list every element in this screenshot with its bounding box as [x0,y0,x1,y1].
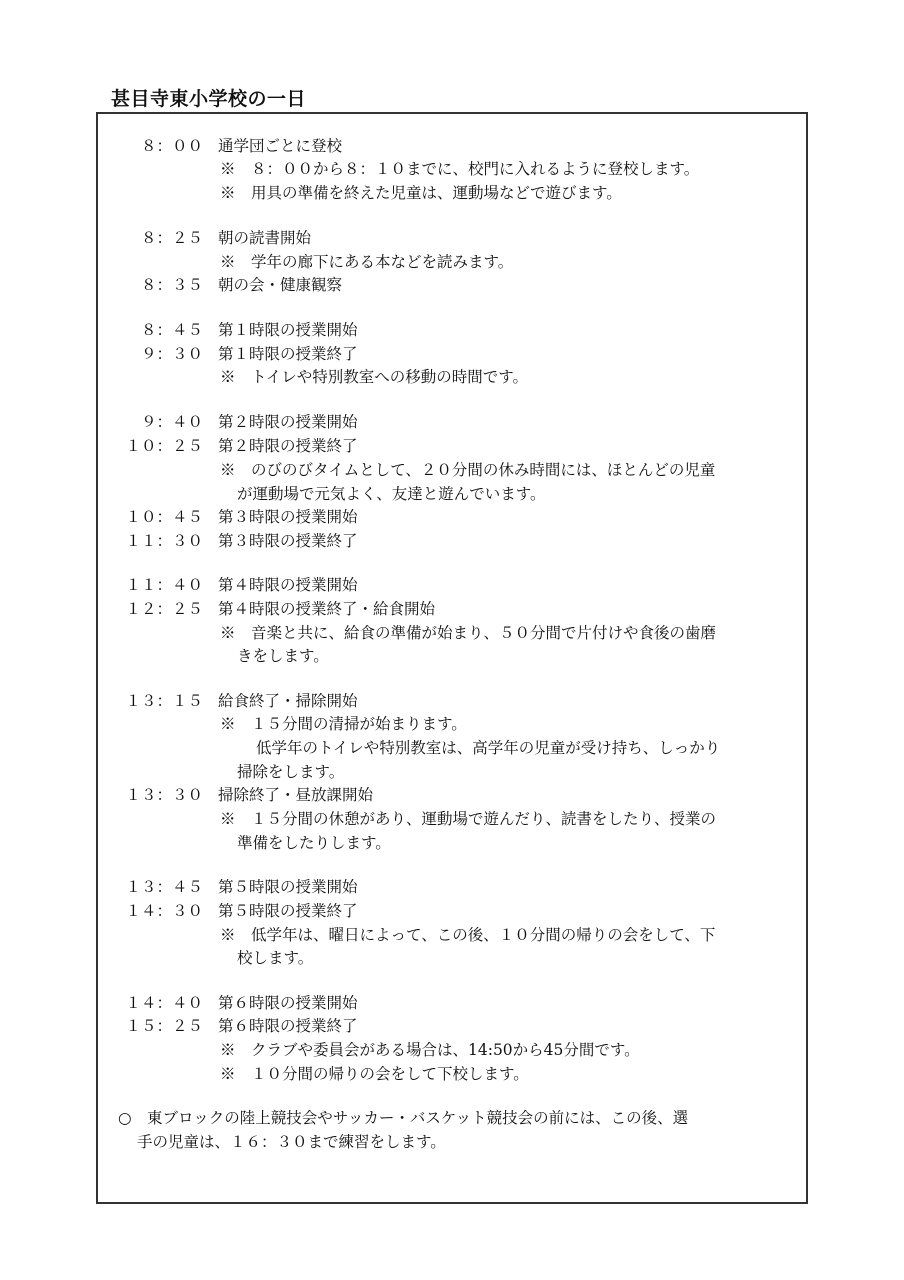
note-line: ※ クラブや委員会がある場合は、14:50から45分間です。 [220,1041,640,1059]
time-label: １０：４５ [125,508,203,526]
note-line: きをします。 [237,647,329,665]
event-label: 第２時限の授業終了 [218,437,358,455]
event-label: 第４時限の授業開始 [218,576,358,594]
time-label: １２：２５ [125,600,203,618]
footer-note-line: 手の児童は、１６：３０まで練習をします。 [137,1133,446,1151]
note-line: ※ 音楽と共に、給食の準備が始まり、５０分間で片付けや食後の歯磨 [220,624,717,642]
time-label: １１：４０ [125,576,203,594]
time-label: ８：３５ [140,276,203,294]
note-line: ※ 低学年は、曜日によって、この後、１０分間の帰りの会をして、下 [220,926,716,944]
time-label: ９：４０ [140,413,203,431]
time-label: １３：３０ [125,786,203,804]
time-label: １４：４０ [125,994,203,1012]
time-label: ８：００ [140,137,203,155]
note-line: 校します。 [237,949,314,967]
time-label: １５：２５ [125,1017,203,1035]
event-label: 給食終了・掃除開始 [218,692,358,710]
time-label: ９：３０ [140,345,203,363]
time-label: １０：２５ [125,437,203,455]
time-label: １１：３０ [125,532,203,550]
event-label: 朝の会・健康観察 [218,276,343,294]
time-label: ８：４５ [140,321,203,339]
event-label: 第３時限の授業開始 [218,508,358,526]
note-line: ※ トイレや特別教室への移動の時間です。 [220,368,528,386]
note-line: ※ 用具の準備を終えた児童は、運動場などで遊びます。 [220,184,622,202]
time-label: ８：２５ [140,229,203,247]
event-label: 第１時限の授業終了 [218,345,358,363]
note-line: 掃除をします。 [237,763,345,781]
event-label: 第５時限の授業終了 [218,902,358,920]
event-label: 通学団ごとに登校 [218,137,343,155]
note-line: ※ のびのびタイムとして、２０分間の休み時間には、ほとんどの児童 [220,461,716,479]
note-line: が運動場で元気よく、友達と遊んでいます。 [237,485,546,503]
event-label: 第１時限の授業開始 [218,321,358,339]
event-label: 第６時限の授業終了 [218,1017,358,1035]
note-line: 低学年のトイレや特別教室は、高学年の児童が受け持ち、しっかり [256,739,721,757]
event-label: 第３時限の授業終了 [218,532,358,550]
event-label: 第６時限の授業開始 [218,994,358,1012]
event-label: 掃除終了・昼放課開始 [218,786,374,804]
event-label: 第２時限の授業開始 [218,413,358,431]
page-title: 甚目寺東小学校の一日 [111,88,307,110]
note-line: ※ １０分間の帰りの会をして下校します。 [220,1065,529,1083]
time-label: １３：４５ [125,878,203,896]
note-line: ※ １５分間の休憩があり、運動場で遊んだり、読書をしたり、授業の [220,810,717,828]
event-label: 第４時限の授業終了・給食開始 [218,600,436,618]
note-line: 準備をしたりします。 [237,834,391,852]
event-label: 第５時限の授業開始 [218,878,358,896]
footer-note-line: ○ 東ブロックの陸上競技会やサッカー・バスケット競技会の前には、この後、選 [118,1109,689,1127]
note-line: ※ 学年の廊下にある本などを読みます。 [220,253,514,271]
time-label: １４：３０ [125,902,203,920]
note-line: ※ ８：００から８：１０までに、校門に入れるように登校します。 [220,160,700,178]
event-label: 朝の読書開始 [218,229,312,247]
note-line: ※ １５分間の清掃が始まります。 [220,715,467,733]
time-label: １３：１５ [125,692,203,710]
